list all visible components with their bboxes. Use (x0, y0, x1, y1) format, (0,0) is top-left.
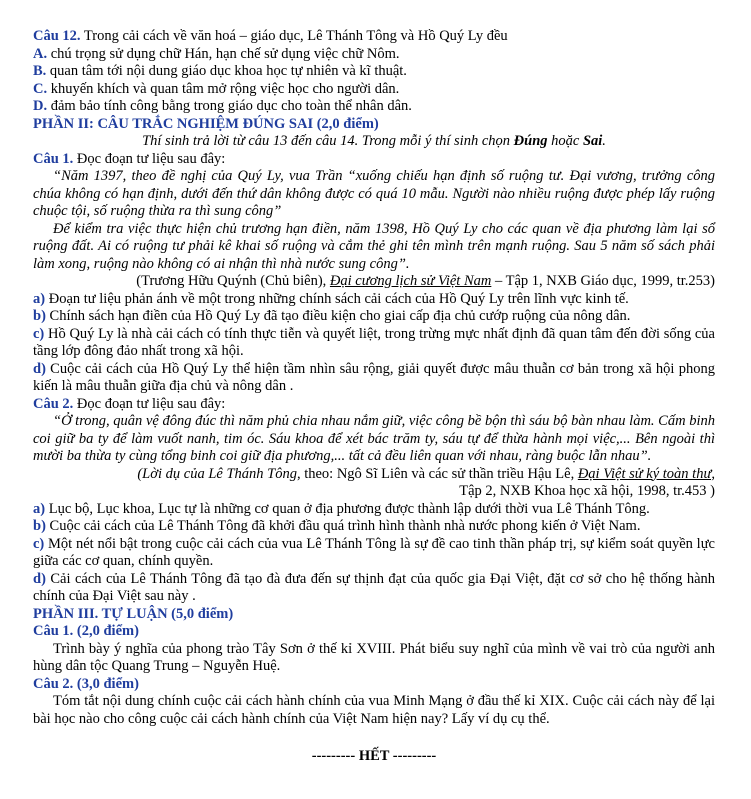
item-key: c) (33, 325, 45, 342)
item-key: a) (33, 500, 46, 517)
item-text: Cải cách của Lê Thánh Tông đã tạo đà đưa đến sự thịnh đạt của quốc gia Đại Việt, đặt cơ sở cho hệ thống hành chính của Đại Việt sau này . (33, 570, 715, 604)
option-text: quan tâm tới nội dung giáo dục khoa học tự nhiên và kĩ thuật. (46, 63, 407, 79)
item-text: Hồ Quý Ly là nhà cải cách có tính thực tiễn và quyết liệt, trong trừng mực nhất định đã quan tâm đến đời sống của tầng lớp đông đảo nhất trong xã hội. (33, 325, 715, 359)
p2-q1-item-b (33, 308, 715, 326)
end-marker: --------- HẾT --------- (311, 748, 437, 764)
p3-q1-text: Trình bày ý nghĩa của phong trào Tây Sơn ở thế kỉ XVIII. Phát biểu suy nghĩ của mình về vai trò của người anh hùng dân tộc Quang Trung – Nguyễn Huệ. (33, 640, 715, 674)
question-label: Câu 1. (33, 150, 74, 167)
q12-option-c (33, 81, 715, 99)
item-key: b) (33, 518, 46, 534)
q12-option-d (33, 98, 715, 116)
source-title: Đại cương lịch sử Việt Nam (329, 273, 492, 289)
p2-q1-quote2: Để kiểm tra việc thực hiện chủ trương hạn điền, năm 1398, Hồ Quý Ly cho các quan về địa phương làm lại sổ ruộng đất. Ai có ruộng tư phải kê khai số ruộng và cắm thẻ ghi tên mình trên mạnh ruộng. Sau 5 năm số sách phải làm xong, ruộng nào không có ai nhận thì nhà nước sung công”. (33, 220, 715, 272)
p3-q2-label: Câu 2. (3,0 điểm) (33, 675, 139, 692)
item-text: Một nét nổi bật trong cuộc cải cách của vua Lê Thánh Tông là sự đề cao tinh thần pháp trị, sự kiểm soát quyền lực giữa các cơ quan, chính quyền. (33, 535, 715, 569)
part3-title: PHẦN III. TỰ LUẬN (5,0 điểm) (33, 605, 234, 622)
q12-stem-text: Trong cải cách về văn hoá – giáo dục, Lê Thánh Tông và Hồ Quý Ly đều (80, 28, 508, 44)
source-text: , theo: Ngô Sĩ Liên và các sử thần triều Hậu Lê, (296, 465, 578, 482)
item-text: Lục bộ, Lục khoa, Lục tự là những cơ quan ở địa phương được thành lập dưới thời vua Lê Thánh Tông. (45, 500, 650, 517)
source-text: (Lời dụ của Lê Thánh Tông (137, 465, 297, 482)
item-text: Cuộc cải cách của Hồ Quý Ly thể hiện tầm nhìn sâu rộng, giải quyết được mâu thuẫn cơ bản trong xã hội phong kiến là mâu thuẫn giữa địa chủ và nông dân . (33, 360, 715, 394)
part2-title: PHẦN II: CÂU TRẮC NGHIỆM ĐÚNG SAI (2,0 điểm) (33, 115, 379, 132)
p2-q2-item-b (33, 518, 715, 536)
option-text: khuyến khích và quan tâm mở rộng việc học cho người dân. (47, 80, 400, 97)
instr-text: Thí sinh trả lời từ câu 13 đến câu 14. Trong mỗi ý thí sinh chọn (142, 133, 514, 149)
p2-q2-heading (33, 396, 715, 414)
q12-stem (33, 28, 715, 46)
option-key: D. (33, 98, 48, 114)
p2-q2-item-c (33, 536, 715, 571)
exam-page (33, 28, 715, 766)
item-text: Chính sách hạn điền của Hồ Quý Ly đã tạo điều kiện cho giai cấp địa chủ cướp ruộng của nông dân. (45, 308, 631, 324)
p2-q2-item-a (33, 501, 715, 519)
source-title: Đại Việt sử ký toàn thư, (577, 465, 715, 482)
option-text: đảm bảo tính công bằng trong giáo dục cho toàn thể nhân dân. (47, 98, 412, 114)
p2-q1-quote1: “Năm 1397, theo đề nghị của Quý Ly, vua Trần “xuống chiếu hạn định số ruộng tư. Đại vương, trưởng công chúa không có hạn định, dưới đến thứ dân không được có quá 10 mẫu. Người nào nhiều ruộng được phép lấy ruộng chuộc tội, số ruộng thừa ra thì sung công” (33, 168, 715, 219)
p2-q2-quote: “Ở trong, quân vệ đông đúc thì năm phủ chia nhau nắm giữ, việc công bề bộn thì sáu bộ bàn nhau làm. Cấm binh coi giữ ba ty để làm vuốt nanh, tim óc. Sáu khoa để xét bác trăm ty, sáu tự để thừa hành mọi việc,... Bên ngoài thì mười ba thừa ty cùng tổng binh coi giữ địa phương,... tất cả đều liên quan với nhau, ràng buộc lẫn nhau”. (33, 413, 715, 464)
item-key: c) (33, 535, 45, 552)
item-key: d) (33, 570, 46, 587)
option-text: chú trọng sử dụng chữ Hán, hạn chế sử dụng việc chữ Nôm. (47, 45, 400, 62)
instr-text: . (602, 133, 606, 149)
p2-q2-source (33, 466, 715, 484)
p2-q1-item-d (33, 361, 715, 396)
instr-correct: Đúng (513, 133, 548, 149)
source-text: (Trương Hữu Quýnh (Chủ biên), (136, 273, 330, 289)
instr-text: hoặc (547, 133, 583, 149)
item-text: Cuộc cải cách của Lê Thánh Tông đã khởi đầu quá trình hình thành nhà nước phong kiến ở Việt Nam. (45, 518, 641, 534)
p2-q1-item-c (33, 326, 715, 361)
p3-q1-label: Câu 1. (2,0 điểm) (33, 623, 139, 639)
q12-option-b (33, 63, 715, 81)
q12-option-a (33, 46, 715, 64)
p2-q2-source-line2: Tập 2, NXB Khoa học xã hội, 1998, tr.453 ) (459, 483, 715, 499)
p2-q1-heading (33, 151, 715, 169)
part2-instructions (33, 133, 715, 151)
instr-wrong: Sai (582, 133, 603, 149)
option-key: C. (33, 80, 48, 97)
p2-q1-item-a (33, 291, 715, 309)
option-key: B. (33, 63, 47, 79)
item-key: b) (33, 308, 46, 324)
source-text: – Tập 1, NXB Giáo dục, 1999, tr.253) (491, 273, 715, 289)
p2-q1-source (33, 273, 715, 291)
question-intro: Đọc đoạn tư liệu sau đây: (73, 150, 226, 167)
item-text: Đoạn tư liệu phản ánh về một trong những chính sách cải cách của Hồ Quý Ly trên lĩnh vực kinh tế. (45, 290, 629, 307)
item-key: d) (33, 360, 46, 377)
p2-q2-item-d (33, 571, 715, 606)
question-intro: Đọc đoạn tư liệu sau đây: (73, 395, 226, 412)
item-key: a) (33, 290, 46, 307)
p3-q2-text: Tóm tắt nội dung chính cuộc cải cách hành chính của vua Minh Mạng ở đầu thế kỉ XIX. Cuộc cải cách này để lại bài học nào cho công cuộc cải cách hành chính của Việt Nam hiện nay? Lấy ví dụ cụ thể. (33, 693, 715, 727)
question-label: Câu 2. (33, 395, 74, 412)
option-key: A. (33, 45, 48, 62)
q12-label: Câu 12. (33, 28, 81, 44)
